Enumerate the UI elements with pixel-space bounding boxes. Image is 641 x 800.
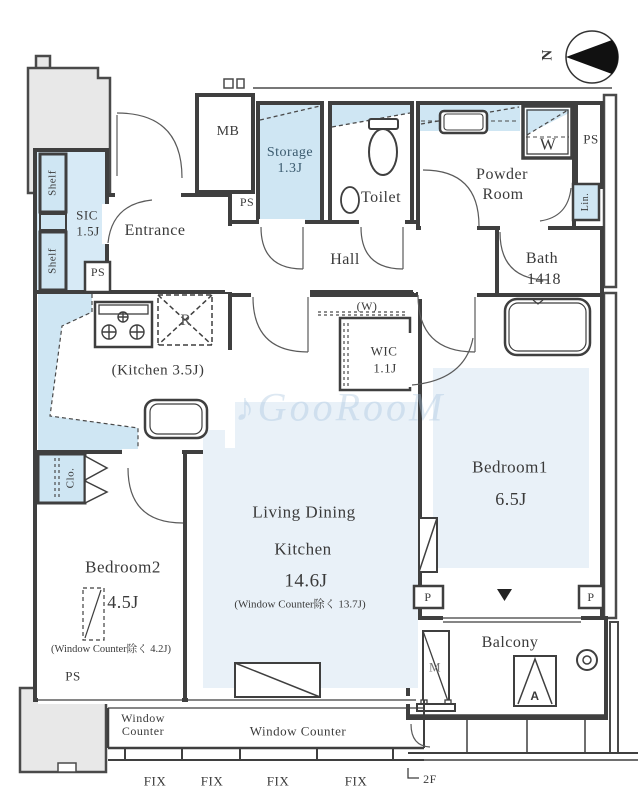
fix-window-label-4: FIX	[344, 773, 368, 789]
ps-label-entrance: PS	[90, 265, 106, 279]
aircon-label: A	[530, 689, 540, 703]
storage-size-label: 1.3J	[277, 161, 303, 176]
window-mullions	[125, 748, 393, 760]
closet-label: Clo.	[64, 467, 77, 489]
ldk-label-2: Kitchen	[274, 539, 332, 559]
room-mb	[197, 95, 253, 192]
room-hall-east	[418, 228, 497, 295]
wic-label: WIC	[370, 343, 398, 359]
ps-label-bedroom2: PS	[65, 668, 81, 684]
shelf-mid-box	[40, 214, 66, 230]
outer-wall-right-upper	[604, 95, 616, 287]
bedroom1-size-label: 6.5J	[495, 489, 527, 509]
compass-north-label: N	[539, 49, 556, 61]
storage-label: Storage	[266, 145, 314, 160]
ps-label-top-right: PS	[583, 131, 599, 147]
kitchen-label: (Kitchen 3.5J)	[111, 362, 205, 379]
window-counter-large-label: Window Counter	[249, 723, 347, 739]
meter-label: M	[428, 659, 442, 675]
pillar-left-label: P	[424, 590, 432, 604]
toilet-label: Toilet	[360, 189, 402, 206]
ldk-label-1: Living Dining	[252, 502, 356, 522]
ldk-note-label: (Window Counter除く 13.7J)	[234, 598, 366, 611]
wic-size-label: 1.1J	[373, 360, 397, 376]
floor-marker-bracket	[408, 768, 419, 778]
bathtub	[505, 299, 590, 355]
window-counter-small-label-1: Window	[121, 711, 165, 725]
closet-box	[38, 454, 85, 503]
fridge-label: R	[180, 312, 192, 329]
toilet-bowl	[369, 129, 397, 175]
ldk-size-label: 14.6J	[284, 570, 328, 592]
fix-window-label-3: FIX	[266, 773, 290, 789]
floor-label: 2F	[423, 772, 437, 786]
compass-needle	[566, 40, 618, 74]
powder-room-label-2: Room	[482, 186, 524, 203]
toilet-basin	[341, 187, 359, 213]
sic-label: SIC	[76, 207, 98, 223]
room-hall	[230, 222, 418, 295]
shelf-bottom-label: Shelf	[46, 248, 59, 274]
bedroom1-label: Bedroom1	[472, 457, 548, 477]
hall-label: Hall	[330, 251, 360, 268]
entrance-door-arc	[117, 113, 182, 178]
watermark: ♪GooRooM	[234, 384, 446, 430]
meter-box-label: MB	[216, 124, 240, 139]
linen-label: Lin.	[580, 192, 591, 212]
sic-size-label: 1.5J	[76, 223, 100, 239]
bath-size-label: 1418	[527, 271, 561, 288]
balcony-label: Balcony	[481, 634, 539, 651]
wic-pole-label: (W)	[356, 299, 378, 313]
bedroom2-label: Bedroom2	[85, 557, 161, 577]
washer-label: W	[539, 134, 557, 154]
shelf-top-label: Shelf	[46, 170, 59, 196]
exterior-notch	[58, 763, 76, 772]
powder-room-label-1: Powder	[476, 166, 528, 183]
bedroom2-size-label: 4.5J	[107, 592, 139, 612]
pillar-right-label: P	[587, 590, 595, 604]
balcony-gutter	[467, 720, 585, 752]
toilet-tank	[369, 119, 398, 129]
outer-wall-right-balcony	[610, 622, 618, 753]
compass	[566, 31, 618, 83]
kitchen-sink	[145, 400, 207, 438]
bath-label: Bath	[525, 250, 559, 267]
bedroom2-note-label: (Window Counter除く 4.2J)	[50, 643, 172, 655]
fix-window-label-2: FIX	[200, 773, 224, 789]
balcony-hatch-arc	[411, 724, 430, 747]
window-counter-small-label-2: Counter	[121, 724, 165, 738]
ps-label-mb: PS	[239, 195, 255, 209]
fix-window-label-1: FIX	[143, 773, 167, 789]
entrance-label: Entrance	[124, 222, 186, 239]
outer-wall-right-lower	[604, 293, 616, 618]
